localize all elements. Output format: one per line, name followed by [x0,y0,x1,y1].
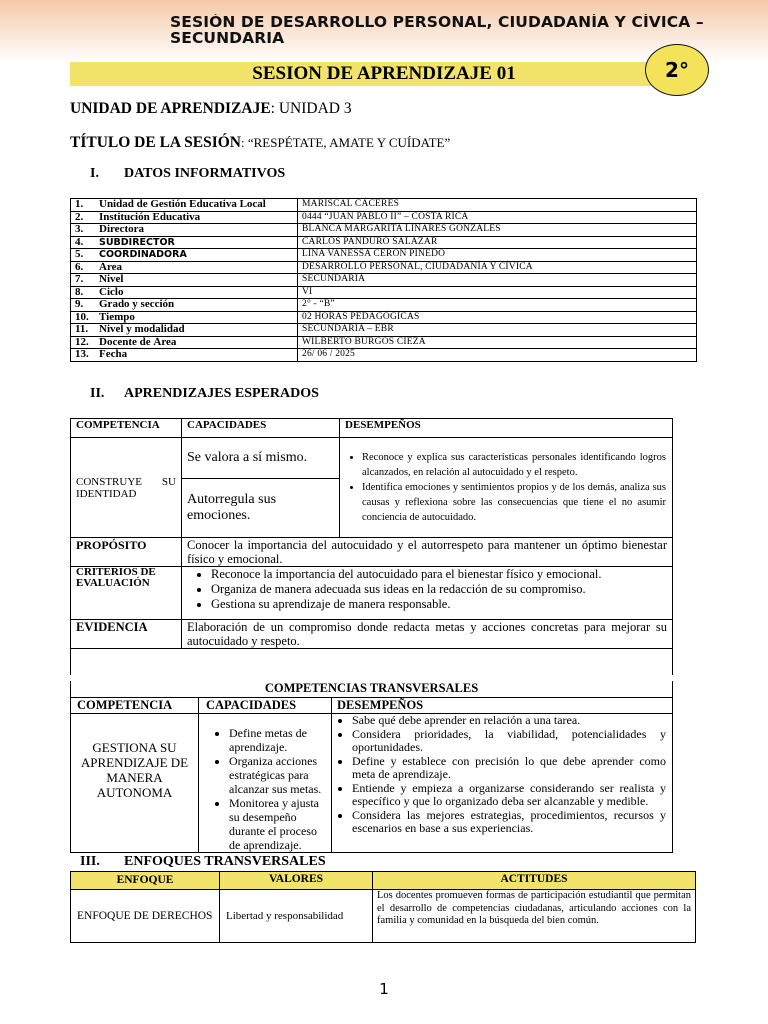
datos-value: LINA VANESSA CERON PINEDO [298,249,697,262]
datos-row [71,311,697,324]
competencia-cell: CONSTRUYE SU IDENTIDAD [71,438,182,538]
datos-key-label: Unidad de Gestión Educativa Local [99,198,266,210]
datos-number: 6. [75,260,84,273]
datos-key [71,336,298,349]
section-number: II. [90,386,105,401]
datos-value: 02 HORAS PEDAGÓGICAS [298,311,697,324]
datos-value: DESARROLLO PERSONAL, CIUDADANÍA Y CÍVICA [298,261,697,274]
list-item: • Entiende y empieza a organizarse considerando ser realista y específico y que lo organizado deba ser alcanzable y medible. [352,782,666,809]
datos-row [71,349,697,362]
grade-badge: 2° [645,44,709,96]
section-title: APRENDIZAJES ESPERADOS [124,386,319,401]
section-number: III. [80,854,100,869]
datos-number: 3. [75,223,84,235]
datos-row [71,224,697,237]
datos-key-label: Institución Educativa [99,210,201,223]
unit-value: : UNIDAD 3 [270,100,352,117]
datos-value: WILBERTO BURGOS CIEZA [298,336,697,349]
unit-label: UNIDAD DE APRENDIZAJE [70,100,271,117]
actitudes-cell: Los docentes promueven formas de participación estudiantil que permitan el desarrollo de competencias ciudadanas, articulando acciones con la familia y comunidad en la búsqueda del bien común. [373,890,696,943]
proposito-label: PROPÓSITO [71,538,182,567]
aprendizajes-table [70,418,673,675]
datos-number: 9. [75,298,84,310]
transversal-capacidades-cell [199,714,332,853]
list-item: • Organiza de manera adecuada sus ideas en la redacción de su compromiso. [211,582,667,597]
list-item: • Reconoce y explica sus características personales identificando logros alcanzados, en relación al autocuidado y el respeto. [362,450,666,480]
desempenos-list [346,450,666,525]
datos-key-label: COORDINADORA [99,249,187,260]
datos-key [71,224,298,237]
session-title: SESION DE APRENDIZAJE 01 [252,63,516,84]
datos-row [71,324,697,337]
datos-key [71,211,298,224]
datos-key [71,299,298,312]
datos-number: 11. [75,323,89,335]
datos-value: SECUNDARIA – EBR [298,324,697,337]
capacidad-2: Autorregula sus emociones. [182,479,340,538]
datos-key [71,349,298,362]
capacidades-list [201,726,329,852]
datos-value: MARISCAL CÁCERES [298,199,697,212]
datos-key-label: Directora [99,223,144,235]
course-header-title: SESIÓN DE DESARROLLO PERSONAL, CIUDADANÍA Y CÍVICA – SECUNDARIA [170,14,704,44]
datos-number: 7. [75,273,84,285]
datos-key-label: Nivel [99,273,124,285]
enfoque-cell: ENFOQUE DE DERECHOS [71,890,220,943]
section-heading-enfoques [80,854,326,870]
datos-key-label: Tiempo [99,310,135,323]
list-item: • Identifica emociones y sentimientos propios y de los demás, analiza sus causas y reflexiona sobre las consecuencias que tiene el no asumir conciencia de autocuidado. [362,480,666,525]
datos-row [71,211,697,224]
datos-value: 2° - “B” [298,299,697,312]
col-desempenos: DESEMPEÑOS [332,698,673,714]
datos-key [71,324,298,337]
datos-value: CARLOS PANDURO SALAZAR [298,236,697,249]
datos-row [71,236,697,249]
section-heading-aprendizajes [90,386,319,402]
list-item: • Monitorea y ajusta su desempeño durante el proceso de aprendizaje. [229,796,329,852]
spacer-row [71,649,673,676]
list-item: • Sabe qué debe aprender en relación a una tarea. [352,714,666,728]
datos-key [71,249,298,262]
datos-number: 1. [75,198,84,210]
datos-key-label: Nivel y modalidad [99,323,185,335]
datos-key-label: Área [99,260,123,273]
datos-value: SECUNDARIA [298,274,697,287]
datos-row [71,249,697,262]
proposito-text: Conocer la importancia del autocuidado y el autorrespeto para mantener un óptimo bienestar físico y emocional. [182,538,673,567]
datos-row [71,336,697,349]
transversales-title: COMPETENCIAS TRANSVERSALES [71,681,673,698]
list-item: • Organiza acciones estratégicas para alcanzar sus metas. [229,754,329,796]
list-item: • Gestiona su aprendizaje de manera responsable. [211,597,667,612]
section-heading-datos [90,166,285,182]
list-item: • Define y establece con precisión lo que debe aprender como meta de aprendizaje. [352,755,666,782]
datos-row [71,274,697,287]
datos-key [71,236,298,249]
criterios-label: CRITERIOS DE EVALUACIÓN [71,567,182,620]
datos-value: BLANCA MARGARITA LINARES GONZALES [298,224,697,237]
evidencia-text: Elaboración de un compromiso donde redacta metas y acciones concretas para mejorar su autocuidado y respeto. [182,620,673,649]
page-number: 1 [379,980,389,998]
datos-key-label: Ciclo [99,285,124,298]
evidencia-label: EVIDENCIA [71,620,182,649]
datos-key [71,311,298,324]
list-item: • Considera las mejores estrategias, procedimientos, recursos y escenarios en base a sus experiencias. [352,809,666,836]
datos-value: 26/ 06 / 2025 [298,349,697,362]
enfoques-table [70,871,696,943]
unit-line [70,100,352,118]
col-valores: VALORES [220,872,373,890]
session-name-line [70,134,450,152]
datos-value: 0444 “JUAN PABLO II” – COSTA RICA [298,211,697,224]
transversales-table [70,681,673,853]
datos-key-label: SUBDIRECTOR [99,236,175,248]
datos-key-label: Fecha [99,348,128,360]
datos-number: 2. [75,210,84,223]
col-competencia: COMPETENCIA [71,419,182,438]
section-title: ENFOQUES TRANSVERSALES [124,854,326,869]
datos-row [71,299,697,312]
col-actitudes: ACTITUDES [373,872,696,890]
datos-value: VI [298,286,697,299]
desempenos-list [334,714,666,836]
col-competencia: COMPETENCIA [71,698,199,714]
datos-number: 8. [75,285,84,298]
desempenos-cell [340,438,673,538]
datos-table [70,198,697,362]
section-number: I. [90,166,99,181]
datos-key [71,286,298,299]
criterios-cell [182,567,673,620]
datos-number: 5. [75,248,84,260]
capacidad-1: Se valora a sí mismo. [182,438,340,479]
datos-number: 10. [75,310,89,323]
col-desempenos: DESEMPEÑOS [340,419,673,438]
datos-key-label: Docente de Área [99,335,177,348]
datos-key [71,199,298,212]
datos-number: 4. [75,235,84,248]
transversal-competencia: GESTIONA SU APRENDIZAJE DE MANERA AUTONOMA [71,714,199,853]
col-capacidades: CAPACIDADES [199,698,332,714]
datos-key [71,274,298,287]
datos-key-label: Grado y sección [99,298,175,310]
transversal-desempenos-cell [332,714,673,853]
session-name-value: : “RESPÉTATE, AMATE Y CUÍDATE” [241,135,451,150]
list-item: • Define metas de aprendizaje. [229,726,329,754]
col-capacidades: CAPACIDADES [182,419,340,438]
datos-row [71,286,697,299]
valores-cell: Libertad y responsabilidad [220,890,373,943]
session-name-label: TÍTULO DE LA SESIÓN [70,134,241,151]
list-item: • Reconoce la importancia del autocuidado para el bienestar físico y emocional. [211,567,667,582]
datos-number: 13. [75,348,89,360]
datos-number: 12. [75,335,89,348]
section-title: DATOS INFORMATIVOS [124,166,286,181]
datos-row [71,261,697,274]
list-item: • Considera prioridades, la viabilidad, potencialidades y oportunidades. [352,728,666,755]
datos-key [71,261,298,274]
datos-row [71,199,697,212]
criterios-list [187,567,667,612]
col-enfoque: ENFOQUE [71,872,220,890]
